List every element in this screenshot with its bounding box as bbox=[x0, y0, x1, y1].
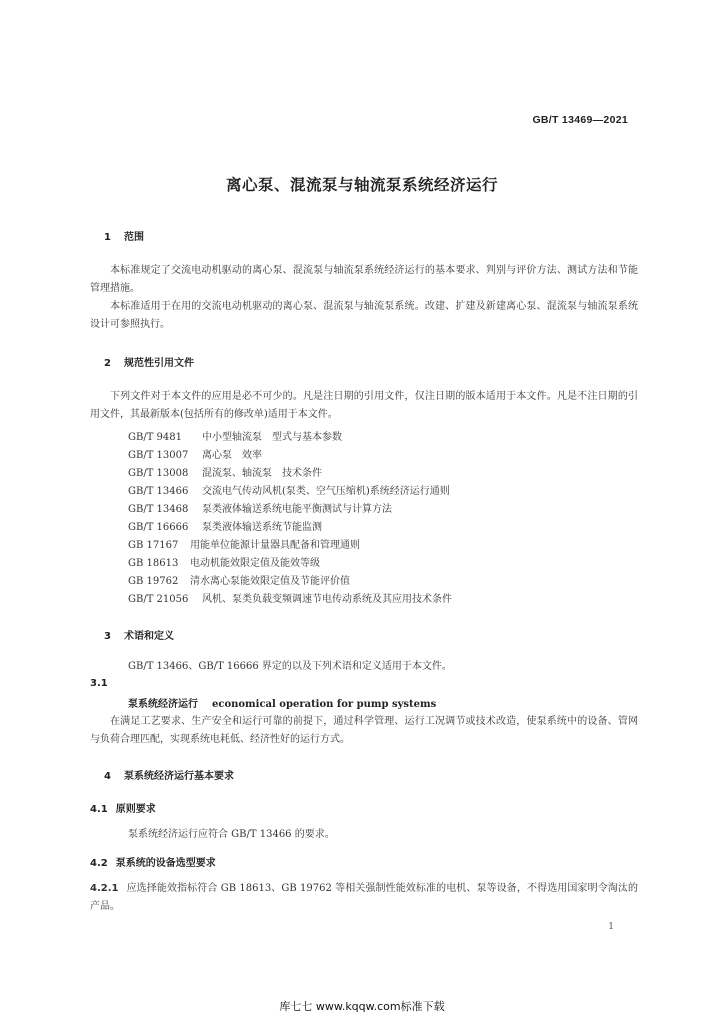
subsection-title: 原则要求 bbox=[115, 804, 156, 815]
reference-item bbox=[128, 500, 392, 515]
section-number: 1 bbox=[104, 232, 111, 243]
reference-code: GB/T 21056 bbox=[128, 594, 189, 605]
reference-code: GB 19762 bbox=[128, 576, 179, 587]
section-title: 泵系统经济运行基本要求 bbox=[124, 771, 234, 782]
section-1-paragraph-1: 本标准规定了交流电动机驱动的离心泵、混流泵与轴流泵系统经济运行的基本要求、判别与评价方法、测试方法和节能管理措施。 bbox=[90, 265, 638, 294]
section-2-heading bbox=[104, 354, 194, 369]
reference-title: 中小型轴流泵 型式与基本参数 bbox=[202, 432, 342, 443]
reference-title: 离心泵 效率 bbox=[202, 450, 262, 461]
reference-title: 用能单位能源计量器具配备和管理通则 bbox=[190, 540, 360, 551]
subsection-number: 4.2 bbox=[90, 858, 108, 869]
term-number: 3.1 bbox=[90, 678, 108, 689]
section-4-heading bbox=[104, 767, 234, 782]
reference-title: 交流电气传动风机(泵类、空气压缩机)系统经济运行通则 bbox=[202, 486, 450, 497]
reference-code: GB/T 16666 bbox=[128, 522, 189, 533]
subsection-number: 4.1 bbox=[90, 804, 108, 815]
reference-code: GB 18613 bbox=[128, 558, 179, 569]
section-3-paragraph: GB/T 13466、GB/T 16666 界定的以及下列术语和定义适用于本文件。 bbox=[128, 661, 452, 672]
reference-code: GB/T 13468 bbox=[128, 504, 189, 515]
subsection-title: 泵系统的设备选型要求 bbox=[115, 858, 216, 869]
reference-item bbox=[128, 428, 342, 443]
term-entry bbox=[128, 695, 436, 710]
subsection-4-1-heading bbox=[90, 800, 156, 815]
term-definition: 在满足工艺要求、生产安全和运行可靠的前提下，通过科学管理、运行工况调节或技术改造，使泵系统中的设备、管网与负荷合理匹配，实现系统电耗低、经济性好的运行方式。 bbox=[90, 716, 638, 745]
reference-item bbox=[128, 518, 322, 533]
term-chinese: 泵系统经济运行 bbox=[128, 699, 198, 710]
section-number: 2 bbox=[104, 358, 111, 369]
section-2-paragraph: 下列文件对于本文件的应用是必不可少的。凡是注日期的引用文件，仅注日期的版本适用于本文件。凡是不注日期的引用文件，其最新版本(包括所有的修改单)适用于本文件。 bbox=[90, 391, 638, 420]
document-title: 离心泵、混流泵与轴流泵系统经济运行 bbox=[225, 176, 498, 194]
reference-title: 混流泵、轴流泵 技术条件 bbox=[202, 468, 322, 479]
clause-number: 4.2.1 bbox=[90, 883, 119, 894]
standard-number: GB/T 13469—2021 bbox=[532, 114, 628, 126]
section-number: 4 bbox=[104, 771, 111, 782]
section-title: 规范性引用文件 bbox=[124, 358, 194, 369]
clause-4-2-1 bbox=[90, 880, 638, 916]
reference-item bbox=[128, 464, 322, 479]
reference-code: GB/T 13466 bbox=[128, 486, 189, 497]
subsection-4-2-heading bbox=[90, 854, 216, 869]
reference-code: GB 17167 bbox=[128, 540, 179, 551]
section-1-heading bbox=[104, 228, 144, 243]
reference-title: 风机、泵类负载变频调速节电传动系统及其应用技术条件 bbox=[202, 594, 452, 605]
reference-title: 泵类液体输送系统节能监测 bbox=[202, 522, 322, 533]
subsection-4-1-paragraph: 泵系统经济运行应符合 GB/T 13466 的要求。 bbox=[128, 829, 335, 840]
section-1-paragraph-2: 本标准适用于在用的交流电动机驱动的离心泵、混流泵与轴流泵系统。改建、扩建及新建离心泵、混流泵与轴流泵系统设计可参照执行。 bbox=[90, 301, 638, 330]
reference-item bbox=[128, 572, 350, 587]
reference-item bbox=[128, 554, 320, 569]
reference-code: GB/T 9481 bbox=[128, 432, 183, 443]
section-title: 范围 bbox=[124, 232, 144, 243]
reference-item bbox=[128, 590, 452, 605]
footer-watermark: 库七七 www.kqqw.com标准下载 bbox=[279, 1000, 445, 1013]
clause-text: 应选择能效指标符合 GB 18613、GB 19762 等相关强制性能效标准的电机、泵等设备，不得选用国家明令淘汰的产品。 bbox=[90, 883, 638, 912]
section-number: 3 bbox=[104, 631, 111, 642]
reference-title: 清水离心泵能效限定值及节能评价值 bbox=[190, 576, 350, 587]
term-english: economical operation for pump systems bbox=[212, 699, 437, 710]
reference-title: 泵类液体输送系统电能平衡测试与计算方法 bbox=[202, 504, 392, 515]
page-number: 1 bbox=[608, 922, 614, 932]
reference-title: 电动机能效限定值及能效等级 bbox=[190, 558, 320, 569]
reference-item bbox=[128, 482, 450, 497]
reference-item bbox=[128, 446, 262, 461]
reference-code: GB/T 13007 bbox=[128, 450, 189, 461]
reference-code: GB/T 13008 bbox=[128, 468, 189, 479]
section-3-heading bbox=[104, 627, 174, 642]
section-title: 术语和定义 bbox=[124, 631, 174, 642]
reference-item bbox=[128, 536, 360, 551]
